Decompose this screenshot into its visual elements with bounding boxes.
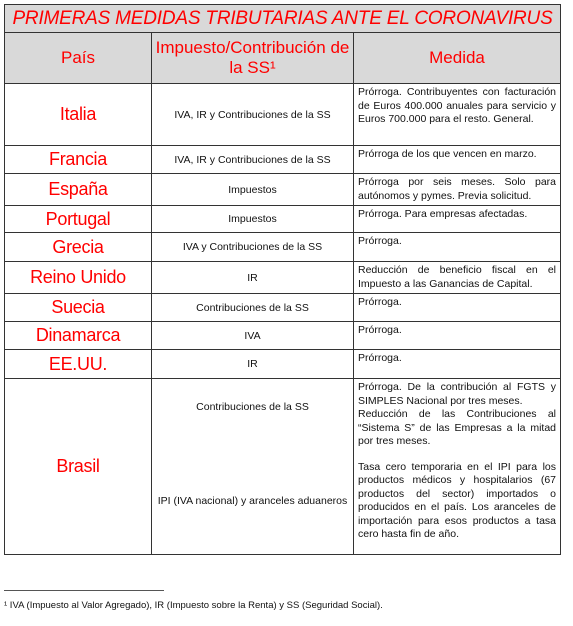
measure-cell (354, 379, 561, 555)
country-cell: EE.UU. (5, 350, 152, 379)
table-row (5, 294, 561, 322)
brasil-tax-ipi: IPI (IVA nacional) y aranceles aduaneros (157, 495, 348, 507)
measure-cell: Prórroga por seis meses. Solo para autónomos y pymes. Previa solicitud. (354, 174, 561, 206)
brasil-tax-ss: Contribuciones de la SS (196, 401, 309, 413)
paragraph-gap (358, 449, 556, 461)
header-country: País (5, 33, 152, 84)
tax-cell: IVA y Contribuciones de la SS (152, 233, 354, 262)
measure-cell: Prórroga. (354, 350, 561, 379)
table-row (5, 262, 561, 294)
tax-cell: IVA, IR y Contribuciones de la SS (152, 146, 354, 174)
table-row (5, 174, 561, 206)
footnote: ¹ IVA (Impuesto al Valor Agregado), IR (Impuesto sobre la Renta) y SS (Seguridad Social). (4, 600, 383, 611)
tax-cell: IVA, IR y Contribuciones de la SS (152, 84, 354, 146)
tax-cell: Impuestos (152, 206, 354, 233)
measure-cell: Reducción de beneficio fiscal en el Impuesto a las Ganancias de Capital. (354, 262, 561, 294)
country-cell: Portugal (5, 206, 152, 233)
measure-cell: Prórroga. (354, 294, 561, 322)
tax-measures-table (4, 4, 561, 555)
country-cell: España (5, 174, 152, 206)
country-cell: Suecia (5, 294, 152, 322)
table-row (5, 350, 561, 379)
measure-cell: Prórroga. (354, 233, 561, 262)
table-row (5, 206, 561, 233)
tax-cell: IR (152, 262, 354, 294)
brasil-measure-3: Tasa cero temporaria en el IPI para los productos médicos y hospitalarios (67 productos del sector) importados o producidos en el país. Los aranceles de importación para esos productos a tasa cero hasta fin de año. (358, 460, 557, 540)
table-row (5, 146, 561, 174)
measure-cell: Prórroga. (354, 322, 561, 350)
country-cell: Italia (5, 84, 152, 146)
country-cell: Grecia (5, 233, 152, 262)
country-cell: Brasil (5, 379, 152, 555)
brasil-measure-2: Reducción de las Contribuciones al “Sistema S” de las Empresas a la mitad por tres meses. (358, 408, 557, 447)
country-cell: Francia (5, 146, 152, 174)
measure-cell: Prórroga. Contribuyentes con facturación de Euros 400.000 anuales para servicio y Euros 700.000 para el resto. General. (354, 84, 561, 146)
footnote-divider (4, 590, 164, 591)
header-row (5, 33, 561, 84)
header-measure: Medida (354, 33, 561, 84)
table-title: PRIMERAS MEDIDAS TRIBUTARIAS ANTE EL CORONAVIRUS (5, 5, 561, 33)
table-row-brasil (5, 379, 561, 555)
table-row (5, 233, 561, 262)
brasil-measure-1: Prórroga. De la contribución al FGTS y SIMPLES Nacional por tres meses. (358, 381, 557, 407)
measure-cell: Prórroga de los que vencen en marzo. (354, 146, 561, 174)
country-cell: Dinamarca (5, 322, 152, 350)
tax-cell: Impuestos (152, 174, 354, 206)
tax-cell: IVA (152, 322, 354, 350)
tax-cell (152, 379, 354, 555)
table-row (5, 84, 561, 146)
country-cell: Reino Unido (5, 262, 152, 294)
tax-cell: Contribuciones de la SS (152, 294, 354, 322)
tax-cell: IR (152, 350, 354, 379)
header-tax: Impuesto/Contribución de la SS¹ (152, 33, 354, 84)
measure-cell: Prórroga. Para empresas afectadas. (354, 206, 561, 233)
table-row (5, 322, 561, 350)
